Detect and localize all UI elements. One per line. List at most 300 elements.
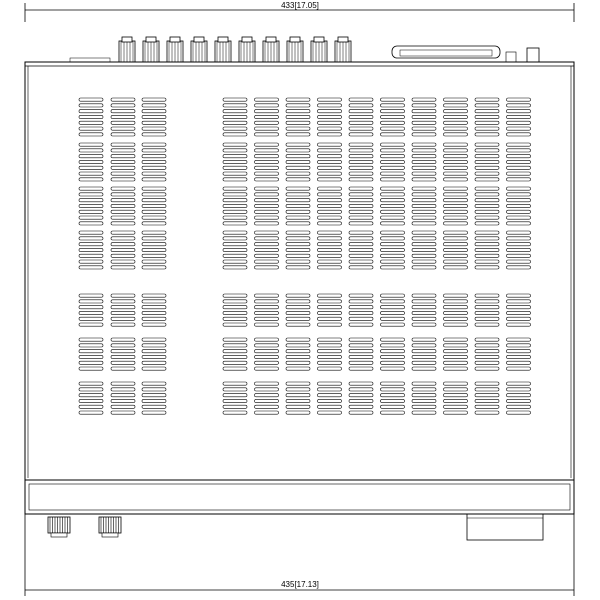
vent-slot xyxy=(412,338,436,341)
vent-slot xyxy=(286,187,310,190)
vent-slot xyxy=(412,311,436,314)
vent-slot xyxy=(79,266,103,269)
vent-slot xyxy=(79,248,103,251)
vent-slot xyxy=(223,133,247,136)
vent-slot xyxy=(475,260,499,263)
vent-slot xyxy=(349,110,373,113)
vent-slot xyxy=(412,231,436,234)
front-knob-icon xyxy=(99,517,121,537)
vent-slot xyxy=(412,222,436,225)
vent-slot xyxy=(475,204,499,207)
vent-slot xyxy=(286,98,310,101)
vent-slot xyxy=(255,193,279,196)
vent-slot xyxy=(412,193,436,196)
vent-slot xyxy=(349,166,373,169)
vent-slot xyxy=(412,98,436,101)
vent-slot xyxy=(111,260,135,263)
vent-slot xyxy=(475,361,499,364)
vent-slot xyxy=(381,237,405,240)
vent-slot xyxy=(507,133,531,136)
vent-slot xyxy=(381,355,405,358)
vent-slot xyxy=(223,394,247,397)
vent-slot xyxy=(111,405,135,408)
vent-slot xyxy=(286,355,310,358)
vent-slot xyxy=(142,98,166,101)
vent-slot xyxy=(255,237,279,240)
vent-slot xyxy=(349,199,373,202)
vent-slot xyxy=(142,248,166,251)
vent-slot xyxy=(286,115,310,118)
vent-slot xyxy=(142,399,166,402)
vent-slot xyxy=(79,160,103,163)
vent-slot xyxy=(412,199,436,202)
vent-slot xyxy=(111,127,135,130)
vent-slot xyxy=(349,382,373,385)
vent-slot xyxy=(381,323,405,326)
vent-slot xyxy=(318,317,342,320)
vent-slot xyxy=(412,127,436,130)
vent-slot xyxy=(412,399,436,402)
vent-slot xyxy=(79,367,103,370)
vent-slot xyxy=(318,216,342,219)
vent-slot xyxy=(142,243,166,246)
vent-slot xyxy=(111,193,135,196)
vent-slot xyxy=(475,160,499,163)
vent-slot xyxy=(412,160,436,163)
vent-slot xyxy=(318,367,342,370)
vent-slot xyxy=(286,166,310,169)
vent-slot xyxy=(79,210,103,213)
vent-slot xyxy=(475,344,499,347)
vent-slot xyxy=(444,411,468,414)
vent-slot xyxy=(318,399,342,402)
vent-slot xyxy=(111,243,135,246)
vent-slot xyxy=(255,115,279,118)
vent-slot xyxy=(79,317,103,320)
vent-slot xyxy=(475,266,499,269)
vent-slot xyxy=(111,143,135,146)
vent-slot xyxy=(412,237,436,240)
vent-slot xyxy=(507,210,531,213)
vent-slot xyxy=(286,350,310,353)
vent-slot xyxy=(507,355,531,358)
vent-slot xyxy=(412,110,436,113)
vent-slot xyxy=(142,266,166,269)
vent-slot xyxy=(318,306,342,309)
vent-slot xyxy=(412,317,436,320)
vent-slot xyxy=(349,216,373,219)
vent-slot xyxy=(255,248,279,251)
vent-slot xyxy=(349,411,373,414)
vent-slot xyxy=(444,178,468,181)
vent-slot xyxy=(507,98,531,101)
front-knob-icon xyxy=(48,517,70,537)
vent-slot xyxy=(286,344,310,347)
vent-slot xyxy=(349,344,373,347)
vent-slot xyxy=(286,243,310,246)
vent-slot xyxy=(111,149,135,152)
vent-slot xyxy=(142,115,166,118)
vent-slot xyxy=(111,98,135,101)
vent-slot xyxy=(79,350,103,353)
vent-slot xyxy=(475,155,499,158)
vent-slot xyxy=(349,155,373,158)
vent-slot xyxy=(79,115,103,118)
vent-slot xyxy=(223,187,247,190)
vent-slot xyxy=(79,143,103,146)
vent-slot xyxy=(223,388,247,391)
vent-slot xyxy=(444,155,468,158)
vent-slot xyxy=(381,254,405,257)
vent-slot xyxy=(223,149,247,152)
vent-slot xyxy=(318,382,342,385)
vent-slot xyxy=(255,149,279,152)
vent-slot xyxy=(223,311,247,314)
vent-slot xyxy=(142,210,166,213)
vent-slot xyxy=(255,411,279,414)
vent-slot xyxy=(111,210,135,213)
vent-slot xyxy=(475,115,499,118)
vent-slot xyxy=(142,193,166,196)
vent-slot xyxy=(142,104,166,107)
vent-slot xyxy=(412,388,436,391)
vent-slot xyxy=(507,127,531,130)
vent-slot xyxy=(286,193,310,196)
vent-slot xyxy=(349,243,373,246)
vent-slot xyxy=(286,323,310,326)
vent-slot xyxy=(381,133,405,136)
vent-slot xyxy=(381,411,405,414)
vent-slot xyxy=(111,133,135,136)
vent-slot xyxy=(79,344,103,347)
rear-socket-housing-icon xyxy=(70,46,539,62)
vent-slot xyxy=(286,338,310,341)
vent-slot xyxy=(286,300,310,303)
vent-slot xyxy=(286,367,310,370)
vent-slot xyxy=(507,178,531,181)
vent-slot xyxy=(318,355,342,358)
vent-slot xyxy=(381,248,405,251)
vent-slot xyxy=(286,216,310,219)
vent-slot xyxy=(318,155,342,158)
vent-slot xyxy=(255,199,279,202)
vent-slot xyxy=(318,172,342,175)
vent-slot xyxy=(111,311,135,314)
rear-connector-icon xyxy=(215,37,231,62)
vent-slot xyxy=(349,338,373,341)
vent-slot xyxy=(349,160,373,163)
vent-slot xyxy=(349,193,373,196)
vent-slot xyxy=(142,254,166,257)
vent-slot xyxy=(255,204,279,207)
vent-slot xyxy=(255,399,279,402)
vent-slot xyxy=(223,350,247,353)
vent-slot xyxy=(223,248,247,251)
vent-slot xyxy=(286,394,310,397)
vent-slot xyxy=(349,237,373,240)
vent-slot xyxy=(111,160,135,163)
vent-slot xyxy=(223,160,247,163)
vent-slot xyxy=(381,98,405,101)
vent-slot xyxy=(507,294,531,297)
vent-slot xyxy=(79,411,103,414)
vent-slot xyxy=(79,127,103,130)
vent-slot xyxy=(79,405,103,408)
vent-slot xyxy=(318,254,342,257)
vent-slot xyxy=(444,133,468,136)
vent-slot xyxy=(142,388,166,391)
vent-slot xyxy=(349,121,373,124)
vent-slot xyxy=(349,204,373,207)
vent-slot xyxy=(223,222,247,225)
vent-slot xyxy=(412,248,436,251)
vent-slot xyxy=(318,338,342,341)
vent-slot xyxy=(318,243,342,246)
vent-slot xyxy=(444,121,468,124)
vent-slot xyxy=(79,133,103,136)
vent-slot xyxy=(318,121,342,124)
vent-slot xyxy=(412,216,436,219)
vent-slot xyxy=(381,231,405,234)
vent-slot xyxy=(349,178,373,181)
vent-slot xyxy=(475,394,499,397)
vent-slot xyxy=(223,143,247,146)
vent-slot xyxy=(255,216,279,219)
vent-slot xyxy=(142,306,166,309)
rear-connector-icon xyxy=(167,37,183,62)
vent-slot xyxy=(142,155,166,158)
vent-slot xyxy=(286,172,310,175)
vent-slot xyxy=(412,344,436,347)
vent-slot xyxy=(318,311,342,314)
vent-slot xyxy=(142,294,166,297)
vent-slot xyxy=(507,104,531,107)
vent-slot xyxy=(444,149,468,152)
vent-slot xyxy=(111,222,135,225)
vent-slot xyxy=(381,399,405,402)
vent-slot xyxy=(255,311,279,314)
vent-slot xyxy=(349,355,373,358)
vent-slot xyxy=(223,193,247,196)
vent-slot xyxy=(318,127,342,130)
vent-slot xyxy=(507,317,531,320)
vent-slot xyxy=(444,355,468,358)
vent-slot xyxy=(444,266,468,269)
vent-slot xyxy=(111,248,135,251)
vent-slot xyxy=(475,166,499,169)
vent-slot xyxy=(223,243,247,246)
vent-slot xyxy=(475,199,499,202)
vent-slot xyxy=(412,166,436,169)
vent-slot xyxy=(444,367,468,370)
vent-slot xyxy=(318,104,342,107)
vent-slot xyxy=(142,344,166,347)
vent-slot xyxy=(286,210,310,213)
vent-slot xyxy=(412,204,436,207)
vent-slot xyxy=(142,166,166,169)
vent-slot xyxy=(111,355,135,358)
vent-slot xyxy=(142,149,166,152)
ventilation-slots xyxy=(79,98,531,414)
vent-slot xyxy=(142,216,166,219)
vent-slot xyxy=(318,231,342,234)
vent-slot xyxy=(475,149,499,152)
vent-slot xyxy=(223,266,247,269)
vent-slot xyxy=(412,405,436,408)
vent-slot xyxy=(412,266,436,269)
vent-slot xyxy=(381,350,405,353)
vent-slot xyxy=(507,155,531,158)
vent-slot xyxy=(475,216,499,219)
rear-connector-icon xyxy=(239,37,255,62)
vent-group-lower-left xyxy=(79,294,166,414)
vent-slot xyxy=(412,355,436,358)
vent-slot xyxy=(142,143,166,146)
vent-slot xyxy=(507,166,531,169)
vent-slot xyxy=(142,187,166,190)
vent-slot xyxy=(412,260,436,263)
vent-slot xyxy=(412,367,436,370)
vent-slot xyxy=(318,115,342,118)
vent-slot xyxy=(255,98,279,101)
vent-slot xyxy=(111,344,135,347)
vent-slot xyxy=(79,323,103,326)
vent-slot xyxy=(507,411,531,414)
vent-slot xyxy=(381,382,405,385)
vent-slot xyxy=(381,121,405,124)
vent-slot xyxy=(507,110,531,113)
vent-slot xyxy=(475,187,499,190)
vent-slot xyxy=(381,306,405,309)
vent-slot xyxy=(412,210,436,213)
vent-slot xyxy=(79,193,103,196)
vent-slot xyxy=(111,166,135,169)
vent-slot xyxy=(223,399,247,402)
vent-slot xyxy=(79,338,103,341)
vent-slot xyxy=(286,143,310,146)
vent-slot xyxy=(475,311,499,314)
vent-slot xyxy=(475,300,499,303)
vent-slot xyxy=(444,199,468,202)
vent-slot xyxy=(255,260,279,263)
vent-slot xyxy=(349,300,373,303)
vent-slot xyxy=(111,172,135,175)
vent-slot xyxy=(444,204,468,207)
vent-slot xyxy=(444,231,468,234)
vent-slot xyxy=(507,254,531,257)
rear-connector-icon xyxy=(287,37,303,62)
vent-slot xyxy=(444,115,468,118)
vent-slot xyxy=(255,104,279,107)
vent-slot xyxy=(507,143,531,146)
vent-slot xyxy=(79,104,103,107)
vent-slot xyxy=(349,394,373,397)
vent-slot xyxy=(142,394,166,397)
vent-slot xyxy=(255,338,279,341)
vent-slot xyxy=(255,172,279,175)
vent-slot xyxy=(381,110,405,113)
vent-slot xyxy=(349,388,373,391)
vent-slot xyxy=(111,411,135,414)
vent-slot xyxy=(255,294,279,297)
top-width-label: 433[17.05] xyxy=(281,1,319,10)
vent-slot xyxy=(111,367,135,370)
vent-slot xyxy=(286,254,310,257)
vent-slot xyxy=(111,394,135,397)
vent-slot xyxy=(507,361,531,364)
vent-slot xyxy=(286,110,310,113)
vent-slot xyxy=(223,216,247,219)
vent-slot xyxy=(444,344,468,347)
vent-slot xyxy=(507,237,531,240)
vent-slot xyxy=(444,172,468,175)
vent-slot xyxy=(142,355,166,358)
vent-slot xyxy=(349,367,373,370)
vent-slot xyxy=(475,338,499,341)
vent-slot xyxy=(444,405,468,408)
vent-slot xyxy=(349,248,373,251)
vent-slot xyxy=(475,133,499,136)
vent-slot xyxy=(255,121,279,124)
vent-slot xyxy=(318,187,342,190)
vent-slot xyxy=(255,300,279,303)
vent-slot xyxy=(79,382,103,385)
vent-slot xyxy=(444,294,468,297)
vent-slot xyxy=(111,121,135,124)
vent-slot xyxy=(412,178,436,181)
vent-slot xyxy=(412,350,436,353)
vent-slot xyxy=(507,399,531,402)
vent-slot xyxy=(349,294,373,297)
vent-slot xyxy=(507,388,531,391)
vent-slot xyxy=(142,323,166,326)
vent-slot xyxy=(381,204,405,207)
vent-slot xyxy=(79,254,103,257)
vent-slot xyxy=(381,115,405,118)
vent-slot xyxy=(286,160,310,163)
vent-slot xyxy=(318,133,342,136)
vent-slot xyxy=(381,155,405,158)
vent-slot xyxy=(444,166,468,169)
vent-slot xyxy=(142,367,166,370)
vent-slot xyxy=(223,172,247,175)
vent-slot xyxy=(286,411,310,414)
vent-slot xyxy=(111,306,135,309)
vent-slot xyxy=(286,149,310,152)
vent-slot xyxy=(286,178,310,181)
vent-slot xyxy=(223,237,247,240)
vent-slot xyxy=(507,338,531,341)
vent-slot xyxy=(142,178,166,181)
vent-slot xyxy=(111,178,135,181)
vent-slot xyxy=(318,110,342,113)
vent-slot xyxy=(255,405,279,408)
vent-slot xyxy=(79,204,103,207)
vent-slot xyxy=(286,306,310,309)
vent-slot xyxy=(444,306,468,309)
vent-slot xyxy=(286,311,310,314)
vent-group-upper-right xyxy=(223,98,531,269)
vent-slot xyxy=(255,266,279,269)
vent-slot xyxy=(255,133,279,136)
vent-slot xyxy=(475,317,499,320)
vent-slot xyxy=(475,172,499,175)
vent-slot xyxy=(381,388,405,391)
vent-slot xyxy=(111,294,135,297)
vent-slot xyxy=(381,367,405,370)
vent-slot xyxy=(444,127,468,130)
vent-slot xyxy=(286,388,310,391)
